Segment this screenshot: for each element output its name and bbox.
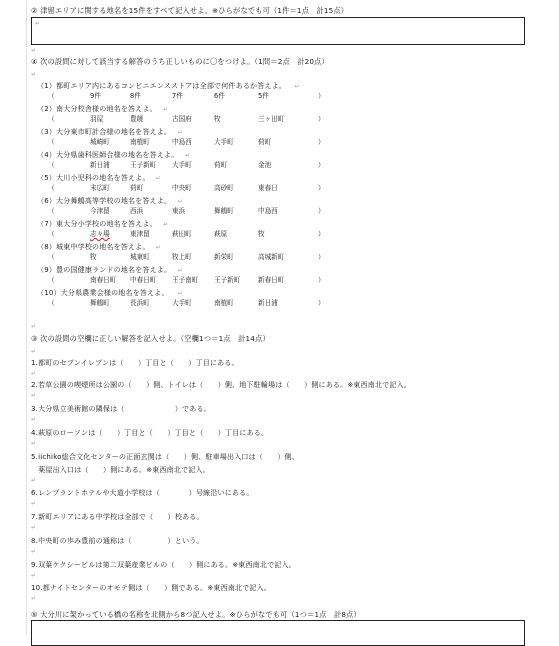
section-3-heading: ③ 次の設問の空欄に正しい解答を記入せよ。（空欄1つ＝1点 計14点） bbox=[31, 334, 270, 343]
question-4-1: （1）都町エリア内にあるコンビニエンスストアは全部で何件あるか答えよ。 bbox=[37, 82, 287, 90]
option-choice[interactable]: 中春日町 bbox=[130, 276, 157, 284]
paragraph-mark: ↵ bbox=[177, 198, 183, 205]
paragraph-mark: ↵ bbox=[177, 129, 183, 136]
question-4-9: （9）豊の国健康ランドの地名を答えよ。 bbox=[37, 266, 172, 274]
paragraph-mark: ↵ bbox=[31, 500, 37, 507]
fill-in-line: 3.大分県立美術館の隣保は（ ）である。 bbox=[31, 405, 211, 413]
option-choice[interactable]: 大手町 bbox=[172, 161, 192, 169]
option-choice[interactable]: 新日浦 bbox=[258, 299, 278, 307]
paragraph-mark: ↵ bbox=[163, 106, 169, 113]
fill-in-line: 1.都町のセブンイレブンは（ ）丁目と（ ）丁目にある。 bbox=[31, 359, 239, 367]
option-choice[interactable]: 中島西 bbox=[258, 207, 278, 215]
option-choice[interactable]: 王子新町 bbox=[130, 161, 157, 169]
option-choice[interactable]: 新春日町 bbox=[258, 276, 285, 284]
option-choice[interactable]: 東春日 bbox=[258, 184, 278, 192]
paragraph-mark: ↵ bbox=[31, 47, 37, 54]
option-choice[interactable]: 中島西 bbox=[172, 138, 192, 146]
option-choice[interactable]: 牧 bbox=[258, 230, 265, 238]
paragraph-mark: ↵ bbox=[31, 370, 37, 377]
option-bracket: （ bbox=[48, 230, 55, 238]
fill-in-line: 8.中央町の歩み豊前の通称は（ ）という。 bbox=[31, 537, 204, 545]
option-bracket: （ bbox=[48, 207, 55, 215]
paragraph-mark: ↵ bbox=[35, 20, 41, 27]
option-choice[interactable]: 舞鶴町 bbox=[90, 299, 110, 307]
option-bracket: （ bbox=[48, 276, 55, 284]
paragraph-mark: ↵ bbox=[177, 290, 183, 297]
option-choice[interactable]: 西浜 bbox=[130, 207, 144, 215]
option-choice[interactable]: 城崎町 bbox=[90, 138, 110, 146]
option-choice[interactable]: 5件 bbox=[258, 92, 269, 100]
fill-in-line: 7.新町エリアにある中学校は全部で（ ）校ある。 bbox=[31, 513, 204, 521]
fill-in-line: 薬屋出入口は（ ）側にある。※東西南北で記入。 bbox=[31, 466, 210, 474]
option-choice[interactable]: 9件 bbox=[90, 92, 101, 100]
option-choice[interactable]: 高城新町 bbox=[258, 253, 285, 261]
fill-in-line: 9.双葉ケクシービルは第二双葉産業ビルの（ ）側にある。※東西南北で記入。 bbox=[31, 561, 296, 569]
section-2-heading: ② 津留エリアに関する地名を15件をすべて記入せよ。※ひらがなでも可（1件＝1点 計15点） bbox=[31, 6, 349, 15]
section-5-heading: ⑤ 大分川に架かっている橋の名称を北側から8つ記入せよ。※ひらがなでも可（1つ＝1点 計8点） bbox=[31, 610, 361, 619]
paragraph-mark: ↵ bbox=[155, 244, 161, 251]
margin-guide bbox=[26, 0, 27, 635]
option-choice[interactable]: 末広町 bbox=[90, 184, 110, 192]
option-bracket: ） bbox=[318, 299, 325, 307]
section-4-heading: ④ 次の設問に対して該当する解答のうち正しいものに〇をつけよ。（1問＝2点 計20点） bbox=[31, 57, 329, 66]
paragraph-mark: ↵ bbox=[185, 152, 191, 159]
fill-in-line: 10.都ナイトセンターのオモテ側は（ ）側である。※東西南北で記入。 bbox=[31, 584, 272, 592]
question-4-7: （7）東大分小学校の地名を答えよ。 bbox=[37, 220, 157, 228]
option-bracket: ） bbox=[318, 115, 325, 123]
fill-in-line: 6.レンブラントホテルや大道小学校は（ ）号線沿いにある。 bbox=[31, 489, 254, 497]
paragraph-mark: ↵ bbox=[163, 221, 169, 228]
option-choice[interactable]: 王子南町 bbox=[172, 276, 199, 284]
option-choice[interactable]: 今津留 bbox=[90, 207, 110, 215]
option-choice[interactable]: 大手町 bbox=[172, 299, 192, 307]
paragraph-mark: ↵ bbox=[31, 548, 37, 555]
option-bracket: （ bbox=[48, 138, 55, 146]
option-choice[interactable]: 荷町 bbox=[258, 138, 272, 146]
option-choice[interactable]: 南植町 bbox=[130, 138, 150, 146]
option-choice[interactable]: 牧上町 bbox=[172, 253, 192, 261]
option-choice[interactable]: 中央町 bbox=[172, 184, 192, 192]
option-choice[interactable]: 王子新町 bbox=[214, 276, 241, 284]
option-choice[interactable]: 三ヶ田町 bbox=[258, 115, 285, 123]
option-choice[interactable]: 萩田町 bbox=[172, 230, 192, 238]
option-bracket: ） bbox=[318, 276, 325, 284]
fill-in-line: 2.若草公園の喫煙所は公園の（ ）側、トイレは（ ）側、地下駐輪場は（ ）側にある。※東西南北で記入。 bbox=[31, 381, 411, 389]
paragraph-mark: ↵ bbox=[31, 416, 37, 423]
option-choice[interactable]: 羽屋 bbox=[90, 115, 104, 123]
option-choice[interactable]: 新日浦 bbox=[90, 161, 110, 169]
option-bracket: （ bbox=[48, 184, 55, 192]
paragraph-mark: ↵ bbox=[31, 524, 37, 531]
option-choice[interactable]: 志々場 bbox=[90, 230, 110, 238]
question-4-3: （3）大分東市町計合様の地名を答えよ。 bbox=[37, 128, 172, 136]
option-choice[interactable]: 古国府 bbox=[172, 115, 192, 123]
question-4-2: （2）南大分校舎様の地名を答えよ。 bbox=[37, 105, 157, 113]
paragraph-mark: ↵ bbox=[31, 595, 37, 602]
option-bracket: （ bbox=[48, 253, 55, 261]
option-choice[interactable]: 大手町 bbox=[214, 138, 234, 146]
answer-box-section-5[interactable] bbox=[31, 620, 525, 646]
option-choice[interactable]: 萩原 bbox=[214, 230, 228, 238]
option-choice[interactable]: 8件 bbox=[130, 92, 141, 100]
paragraph-mark: ↵ bbox=[31, 323, 37, 330]
option-choice[interactable]: 金池 bbox=[258, 161, 272, 169]
option-bracket: ） bbox=[318, 207, 325, 215]
question-4-5: （5）大川小児科の地名を答えよ。 bbox=[37, 174, 150, 182]
option-choice[interactable]: 6件 bbox=[214, 92, 225, 100]
option-bracket: （ bbox=[48, 115, 55, 123]
question-4-10: （10）大分県農業会様の地名を答えよ。 bbox=[37, 289, 169, 297]
paragraph-mark: ↵ bbox=[177, 267, 183, 274]
option-choice[interactable]: 荷町 bbox=[214, 161, 228, 169]
option-choice[interactable]: 新栄町 bbox=[214, 253, 234, 261]
paragraph-mark: ↵ bbox=[31, 71, 37, 78]
question-4-8: （8）城東中学校の地名を答えよ。 bbox=[37, 243, 150, 251]
question-4-4: （4）大分県歯科医師合様の地名を答えよ。 bbox=[37, 151, 179, 159]
paragraph-mark: ↵ bbox=[155, 175, 161, 182]
answer-box-section-2[interactable] bbox=[31, 17, 525, 45]
option-bracket: ） bbox=[318, 161, 325, 169]
option-choice[interactable]: 7件 bbox=[172, 92, 183, 100]
option-choice[interactable]: 南春日町 bbox=[90, 276, 117, 284]
paragraph-mark: ↵ bbox=[294, 83, 300, 90]
option-choice[interactable]: 牧 bbox=[90, 253, 97, 261]
option-choice[interactable]: 豊饒 bbox=[130, 115, 144, 123]
paragraph-mark: ↵ bbox=[31, 477, 37, 484]
fill-in-line: 4.萩原のローソンは（ ）丁目と（ ）丁目と（ ）丁目にある。 bbox=[31, 429, 269, 437]
option-choice[interactable]: 荷町 bbox=[130, 184, 144, 192]
paragraph-mark: ↵ bbox=[31, 392, 37, 399]
option-choice[interactable]: 牧 bbox=[214, 115, 221, 123]
option-bracket: ） bbox=[318, 92, 325, 100]
option-bracket: ） bbox=[318, 230, 325, 238]
option-choice[interactable]: 南植町 bbox=[214, 299, 234, 307]
option-choice[interactable]: 高砂町 bbox=[214, 184, 234, 192]
paragraph-mark: ↵ bbox=[31, 348, 37, 355]
option-bracket: ） bbox=[318, 253, 325, 261]
option-bracket: （ bbox=[48, 92, 55, 100]
option-choice[interactable]: 東津留 bbox=[130, 230, 150, 238]
option-choice[interactable]: 城東町 bbox=[130, 253, 150, 261]
option-bracket: （ bbox=[48, 299, 55, 307]
option-bracket: （ bbox=[48, 161, 55, 169]
option-choice[interactable]: 長浜町 bbox=[130, 299, 150, 307]
paragraph-mark: ↵ bbox=[31, 440, 37, 447]
fill-in-line: 5.iichiko総合文化センターの正面玄関は（ ）側、駐車場出入口は（ ）側、 bbox=[31, 453, 300, 461]
option-choice[interactable]: 舞鶴町 bbox=[214, 207, 234, 215]
paragraph-mark: ↵ bbox=[31, 572, 37, 579]
option-bracket: ） bbox=[318, 184, 325, 192]
option-bracket: ） bbox=[318, 138, 325, 146]
question-4-6: （6）大分舞鶴高等学校の地名を答えよ。 bbox=[37, 197, 172, 205]
option-choice[interactable]: 東浜 bbox=[172, 207, 186, 215]
